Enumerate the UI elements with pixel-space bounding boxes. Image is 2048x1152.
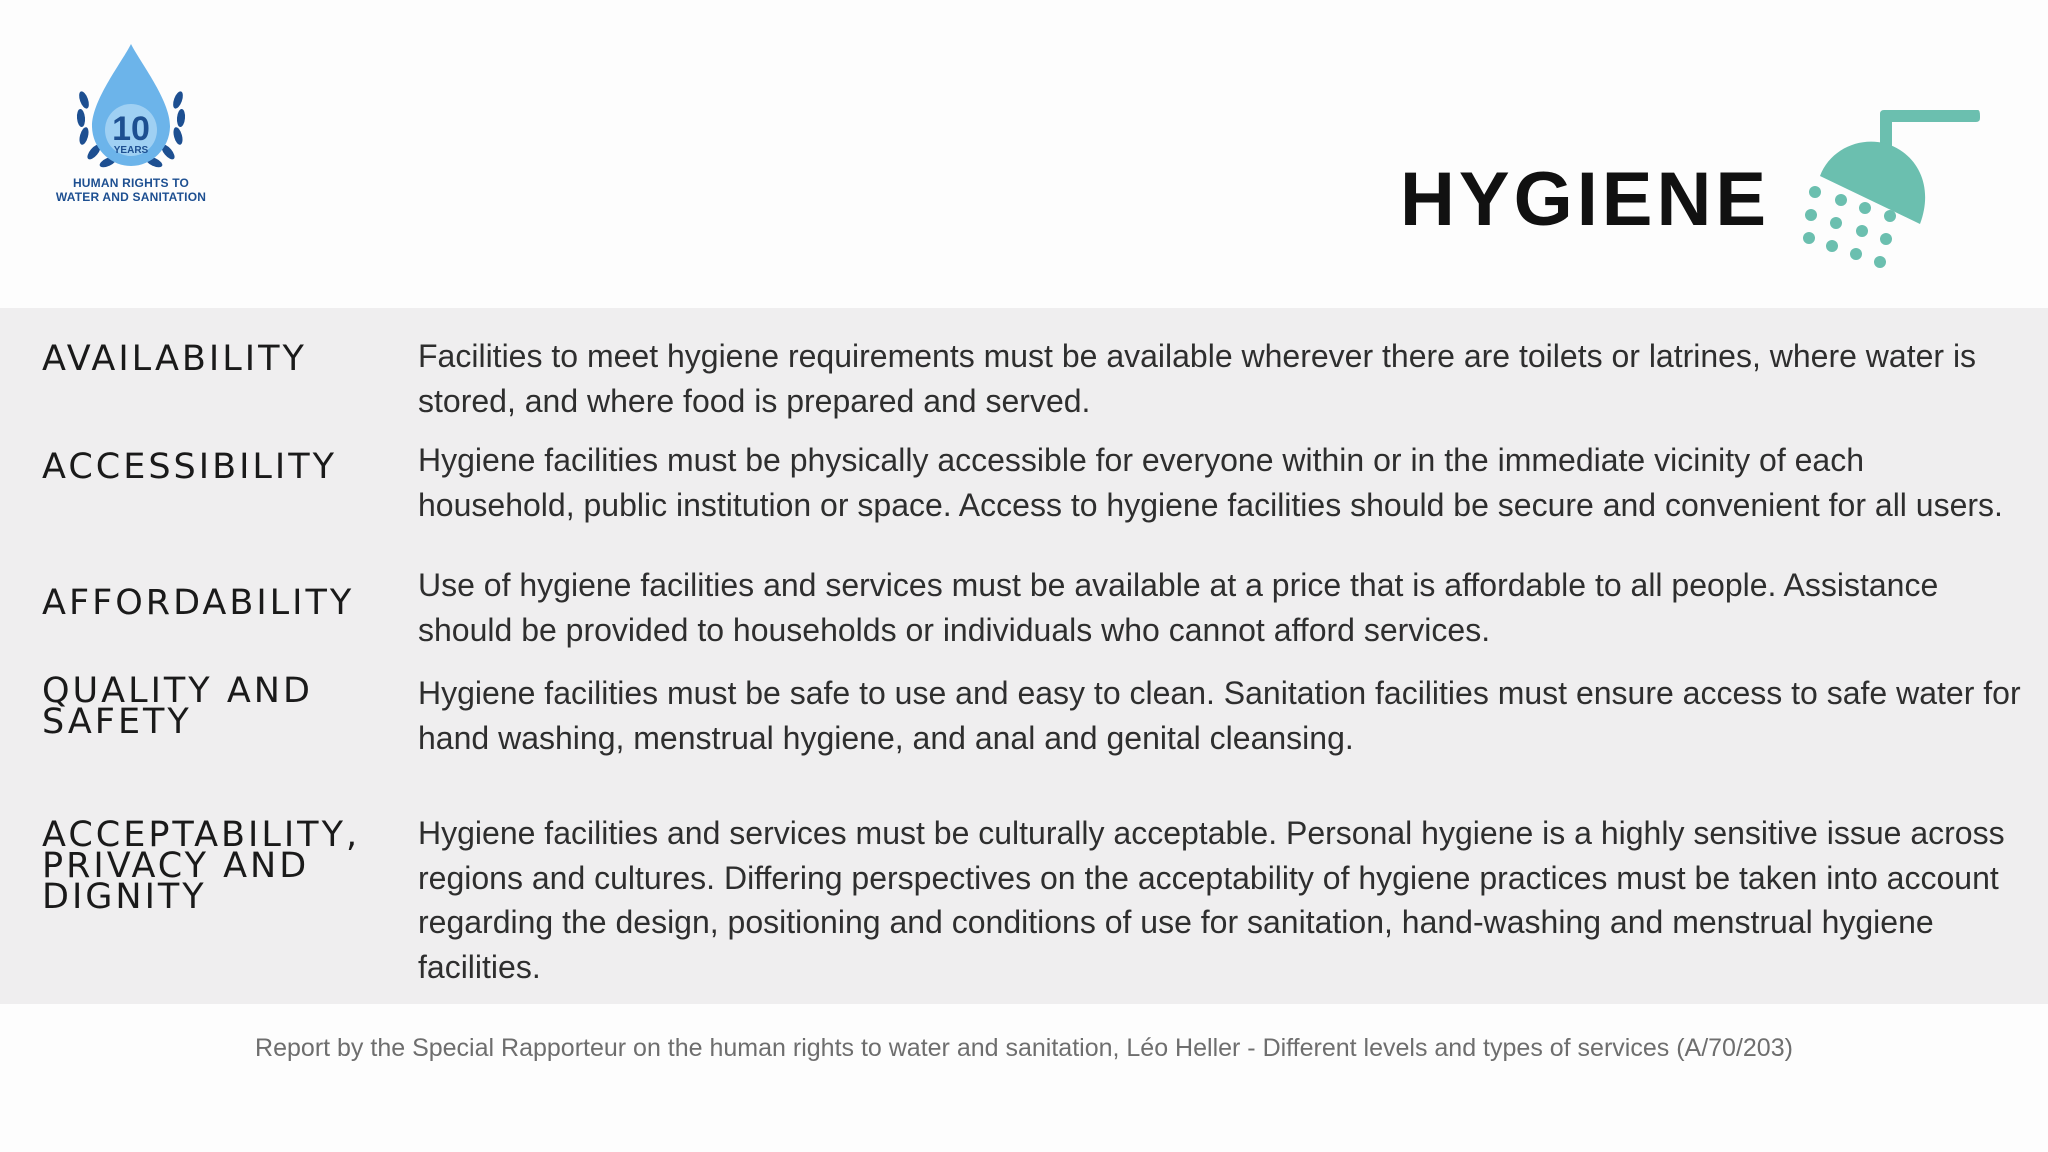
logo-number: 10 <box>112 110 150 148</box>
logo-caption <box>46 176 216 204</box>
row-label-quality-safety: QUALITY AND SAFETY <box>42 671 313 742</box>
logo-caption-line1: HUMAN RIGHTS TO <box>72 176 190 190</box>
row-label-accessibility: ACCESSIBILITY <box>42 447 337 487</box>
source-footer: Report by the Special Rapporteur on the human rights to water and sanitation, Léo Heller - Different levels and types of services (A/70/203) <box>255 1034 1793 1062</box>
row-label-acceptability: ACCEPTABILITY, PRIVACY AND DIGNITY <box>42 815 361 917</box>
row-text-accessibility: Hygiene facilities must be physically accessible for everyone within or in the immediate vicinity of each household, public institution or space. Access to hygiene facilities should be secure and convenient for all users. <box>418 442 2003 523</box>
page-title: HYGIENE <box>1400 157 1771 242</box>
logo-years: YEARS <box>113 145 149 156</box>
water-drop-laurel-icon <box>72 40 190 170</box>
hrws-10-years-logo <box>46 40 216 215</box>
row-label-availability: AVAILABILITY <box>42 339 307 379</box>
row-text-quality-safety: Hygiene facilities must be safe to use and easy to clean. Sanitation facilities must ensure access to safe water for hand washing, menstrual hygiene, and anal and genital cleansing. <box>418 675 2021 756</box>
row-text-availability: Facilities to meet hygiene requirements must be available wherever there are toilets or latrines, where water is stored, and where food is prepared and served. <box>418 338 1977 419</box>
shower-icon <box>1800 110 1990 300</box>
row-label-affordability: AFFORDABILITY <box>42 583 355 623</box>
logo-caption-line2: WATER AND SANITATION <box>55 190 207 204</box>
row-text-affordability: Use of hygiene facilities and services must be available at a price that is affordable to all people. Assistance should be provided to households or individuals who cannot afford services. <box>418 567 1939 648</box>
row-text-acceptability: Hygiene facilities and services must be culturally acceptable. Personal hygiene is a highly sensitive issue across regions and cultures. Differing perspectives on the acceptability of hygiene practices must be taken into account regarding the design, positioning and conditions of use for sanitation, hand-washing and menstrual hygiene facilities. <box>418 815 2005 985</box>
